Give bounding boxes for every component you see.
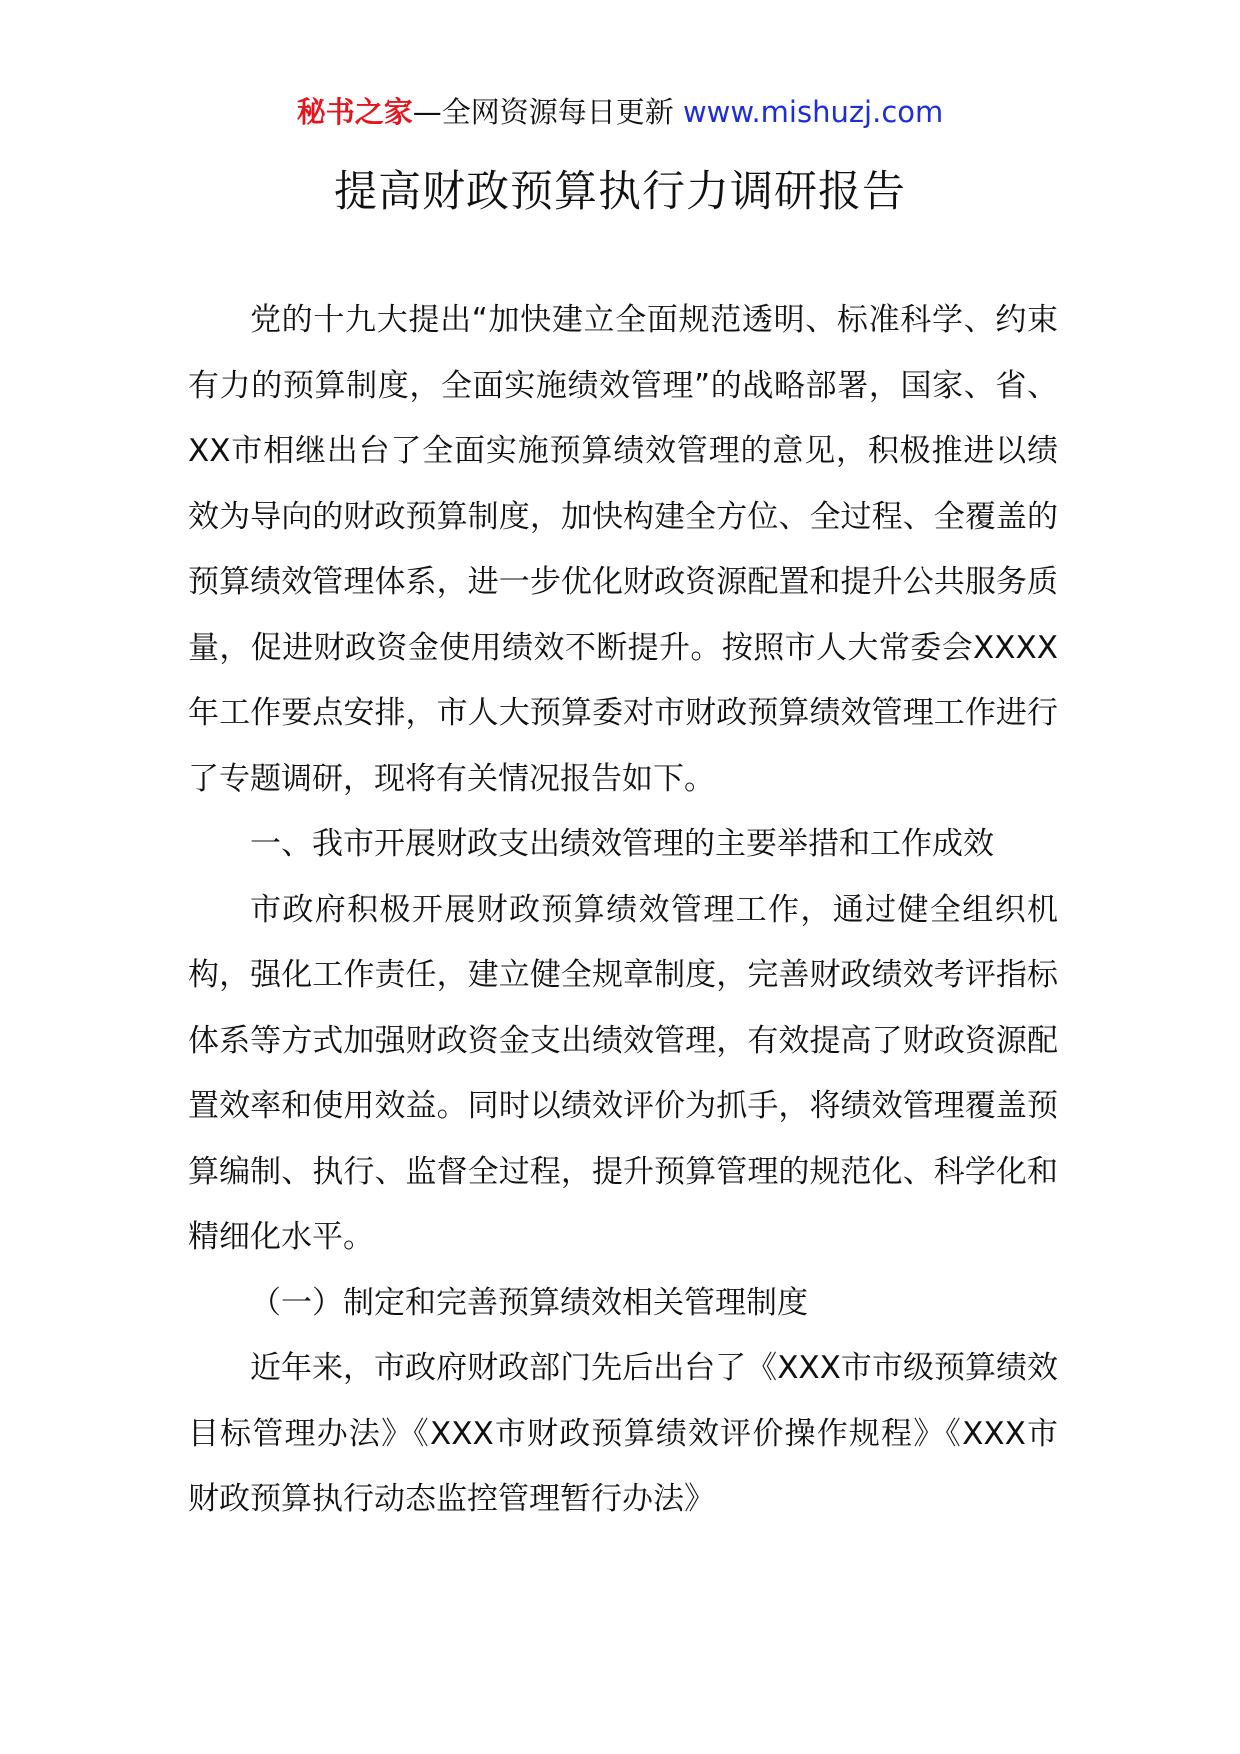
body-paragraph: 市政府积极开展财政预算绩效管理工作，通过健全组织机构，强化工作责任，建立健全规章制度，完善财政绩效考评指标体系等方式加强财政资金支出绩效管理，有效提高了财政资源配置效率和使用效益。同时以绩效评价为抓手，将绩效管理覆盖预算编制、执行、监督全过程，提升预算管理的规范化、科学化和精细化水平。	[188, 891, 1058, 1255]
header-url-link[interactable]: www.mishuzj.com	[682, 95, 944, 129]
header-tagline: —全网资源每日更新	[412, 95, 674, 129]
brand-name: 秘书之家	[296, 95, 413, 129]
document-body	[188, 288, 1058, 1533]
intro-paragraph: 党的十九大提出“加快建立全面规范透明、标准科学、约束有力的预算制度，全面实施绩效管理”的战略部署，国家、省、XX市相继出台了全面实施预算绩效管理的意见，积极推进以绩效为导向的财政预算制度，加快构建全方位、全过程、全覆盖的预算绩效管理体系，进一步优化财政资源配置和提升公共服务质量，促进财政资金使用绩效不断提升。按照市人大常委会XXXX年工作要点安排，市人大预算委对市财政预算绩效管理工作进行了专题调研，现将有关情况报告如下。	[188, 302, 1058, 797]
watermark-header	[0, 92, 1240, 132]
subsection-heading: （一）制定和完善预算绩效相关管理制度	[250, 1284, 808, 1321]
section-heading: 一、我市开展财政支出绩效管理的主要举措和工作成效	[250, 826, 994, 862]
body-paragraph: 近年来，市政府财政部门先后出台了《XXX市市级预算绩效目标管理办法》《XXX市财政预算绩效评价操作规程》《XXX市财政预算执行动态监控管理暂行办法》	[188, 1350, 1058, 1517]
document-title: 提高财政预算执行力调研报告	[334, 167, 906, 217]
